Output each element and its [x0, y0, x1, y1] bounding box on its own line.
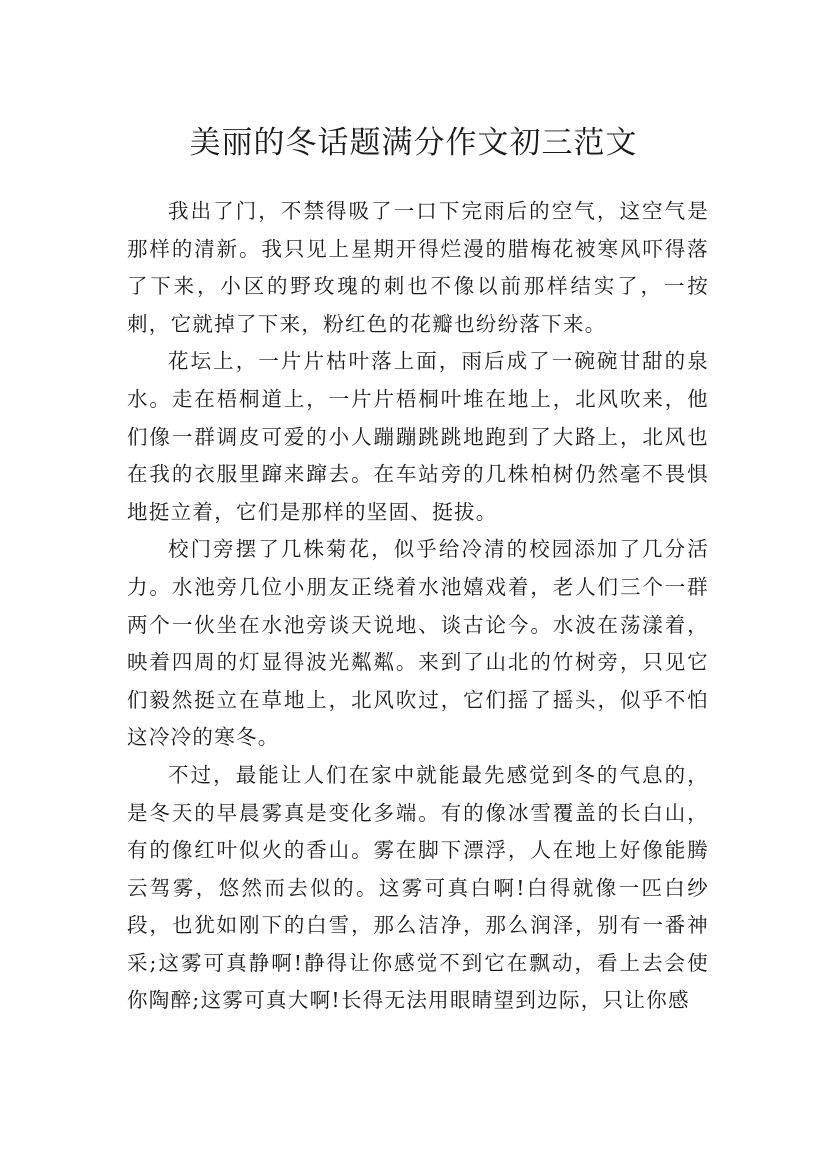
paragraph-3: 校门旁摆了几株菊花，似乎给冷清的校园添加了几分活力。水池旁几位小朋友正绕着水池嬉戏着，老人们三个一群两个一伙坐在水池旁谈天说地、谈古论今。水波在荡漾着，映着四周的灯显得波光粼粼。来到了山北的竹树旁，只见它们毅然挺立在草地上，北风吹过，它们摇了摇头，似乎不怕这冷冷的寒冬。 [127, 537, 709, 750]
document-title: 美丽的冬话题满分作文初三范文 [189, 124, 638, 161]
paragraph-4: 不过，最能让人们在家中就能最先感觉到冬的气息的，是冬天的早晨雾真是变化多端。有的像冰雪覆盖的长白山，有的像红叶似火的香山。雾在脚下漂浮，人在地上好像能腾云驾雾，悠然而去似的。这雾可真白啊!白得就像一匹白纱段，也犹如刚下的白雪，那么洁净，那么润泽，别有一番神采;这雾可真静啊!静得让你感觉不到它在飘动，看上去会使你陶醉;这雾可真大啊!长得无法用眼睛望到边际，只让你感 [127, 762, 709, 1013]
paragraph-2: 花坛上，一片片枯叶落上面，雨后成了一碗碗甘甜的泉水。走在梧桐道上，一片片梧桐叶堆在地上，北风吹来，他们像一群调皮可爱的小人蹦蹦跳跳地跑到了大路上，北风也在我的衣服里蹿来蹿去。在车站旁的几株柏树仍然毫不畏惧地挺立着，它们是那样的坚固、挺拔。 [127, 349, 709, 524]
document-body [127, 193, 709, 1020]
paragraph-1: 我出了门，不禁得吸了一口下完雨后的空气，这空气是那样的清新。我只见上星期开得烂漫的腊梅花被寒风吓得落了下来，小区的野玫瑰的刺也不像以前那样结实了，一按刺，它就掉了下来，粉红色的花瓣也纷纷落下来。 [127, 199, 709, 336]
